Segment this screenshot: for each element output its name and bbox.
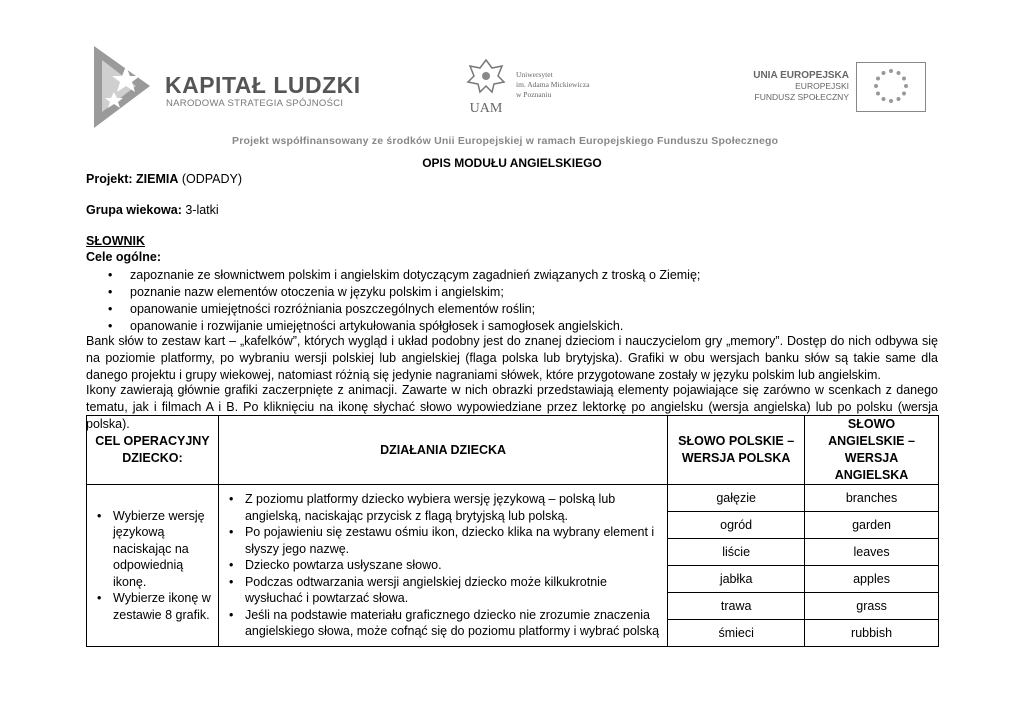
english-word: leaves — [805, 539, 939, 566]
english-word: garden — [805, 512, 939, 539]
module-table — [86, 415, 939, 647]
eu-line1: UNIA EUROPEJSKA — [753, 70, 849, 81]
uam-monogram: UAM — [469, 101, 503, 116]
cofinancing-note: Projekt współfinansowany ze środków Unii Europejskiej w ramach Europejskiego Funduszu Społecznego — [232, 135, 779, 147]
polish-word: jabłka — [668, 566, 805, 593]
age-group-value: 3-latki — [181, 203, 219, 217]
document-title: OPIS MODUŁU ANGIELSKIEGO — [422, 156, 602, 170]
english-word: grass — [805, 593, 939, 620]
icons-paragraph: Ikony zawierają głównie grafiki zaczerpnięte z animacji. Zawarte w nich obrazki przedstawiają elementy pojawiające się zarówno w scenkach z danego tematu, jak i filmach A i B. Po kliknięciu na ikonę słychać słowo wypowiedziane przez lektorkę po angielsku (wersja angielska) lub po polsku (wersja polska). — [86, 383, 938, 431]
polish-word: liście — [668, 539, 805, 566]
header-polish-word: SŁOWO POLSKIE – WERSJA POLSKA — [668, 416, 805, 485]
kapital-ludzki-title: KAPITAŁ LUDZKI — [165, 72, 361, 98]
english-word: apples — [805, 566, 939, 593]
kapital-ludzki-logo-icon — [92, 46, 150, 128]
polish-word: trawa — [668, 593, 805, 620]
eu-line3: FUNDUSZ SPOŁECZNY — [754, 92, 849, 102]
actions-list — [223, 491, 663, 640]
header-english-word: SŁOWO ANGIELSKIE – WERSJA ANGIELSKA — [805, 416, 939, 485]
list-item: • Z poziomu platformy dziecko wybiera wersję językową – polską lub angielską, naciskając przycisk z flagą brytyjską lub polską. — [223, 491, 663, 524]
uam-name — [516, 70, 590, 100]
project-subtitle: (ODPADY) — [178, 172, 243, 186]
project-name: ZIEMIA — [136, 172, 179, 186]
english-word: rubbish — [805, 620, 939, 647]
eu-name — [752, 70, 849, 103]
list-item: • poznanie nazw elementów otoczenia w języku polskim i angielskim; — [86, 284, 700, 301]
section-heading — [86, 234, 145, 248]
uam-crest-icon — [464, 58, 508, 118]
english-word: branches — [805, 485, 939, 512]
goal-list — [91, 508, 214, 624]
list-item: • opanowanie i rozwijanie umiejętności artykułowania spółgłosek i samogłosek angielskich. — [86, 318, 700, 335]
list-item: • Wybierze wersję językową naciskając na odpowiednią ikonę. — [91, 508, 214, 591]
uam-line3: w Poznaniu — [516, 90, 552, 99]
list-item: • Podczas odtwarzania wersji angielskiej dziecko może kilkukrotnie wysłuchać i powtarzać słowa. — [223, 574, 663, 607]
header-actions: DZIAŁANIA DZIECKA — [218, 416, 667, 485]
age-group-label: Grupa wiekowa: — [86, 203, 182, 217]
age-group-line — [86, 203, 219, 217]
uam-line2: im. Adama Mickiewicza — [516, 80, 590, 89]
goals-heading — [86, 250, 161, 264]
table-header-row — [87, 416, 939, 485]
project-line — [86, 172, 242, 186]
general-goals-list — [86, 267, 700, 335]
eu-flag-icon — [856, 62, 926, 112]
list-item: • opanowanie umiejętności rozróżniania poszczególnych elementów roślin; — [86, 301, 700, 318]
word-bank-paragraph: Bank słów to zestaw kart – „kafelków”, których wygląd i układ podobny jest do znanej dzieciom i nauczycielom gry „memory”. Dostęp do nich odbywa się na poziomie platformy, po wybraniu wersji polskiej lub angielskiej (flaga polska lub brytyjska). Grafiki w obu wersjach banku słów są takie same dla danego projektu i grupy wiekowej, natomiast różnią się jedynie nagraniami słówek, które przygotowane zostały w języku polskim lub angielskim. — [86, 334, 938, 382]
kapital-ludzki-subtitle: NARODOWA STRATEGIA SPÓJNOŚCI — [166, 98, 344, 109]
section-title: SŁOWNIK — [86, 234, 146, 248]
polish-word: gałęzie — [668, 485, 805, 512]
list-item: • Dziecko powtarza usłyszane słowo. — [223, 557, 663, 574]
goals-label: Cele ogólne: — [86, 250, 162, 264]
actions-cell — [218, 485, 667, 647]
list-item: • Po pojawieniu się zestawu ośmiu ikon, dziecko klika na wybrany element i słyszy jego nazwę. — [223, 524, 663, 557]
eu-line2: EUROPEJSKI — [795, 81, 849, 91]
goal-cell — [87, 485, 219, 647]
polish-word: ogród — [668, 512, 805, 539]
table-row — [87, 485, 939, 512]
polish-word: śmieci — [668, 620, 805, 647]
list-item: • Jeśli na podstawie materiału graficznego dziecko nie zrozumie znaczenia angielskiego słowa, może cofnąć się do poziomu platformy i wybrać polską — [223, 607, 663, 640]
header-goal: CEL OPERACYJNY DZIECKO: — [87, 416, 219, 485]
list-item: • Wybierze ikonę w zestawie 8 grafik. — [91, 590, 214, 623]
uam-line1: Uniwersytet — [516, 70, 553, 79]
project-label: Projekt: — [86, 172, 133, 186]
list-item: • zapoznanie ze słownictwem polskim i angielskim dotyczącym zagadnień związanych z troską o Ziemię; — [86, 267, 700, 284]
